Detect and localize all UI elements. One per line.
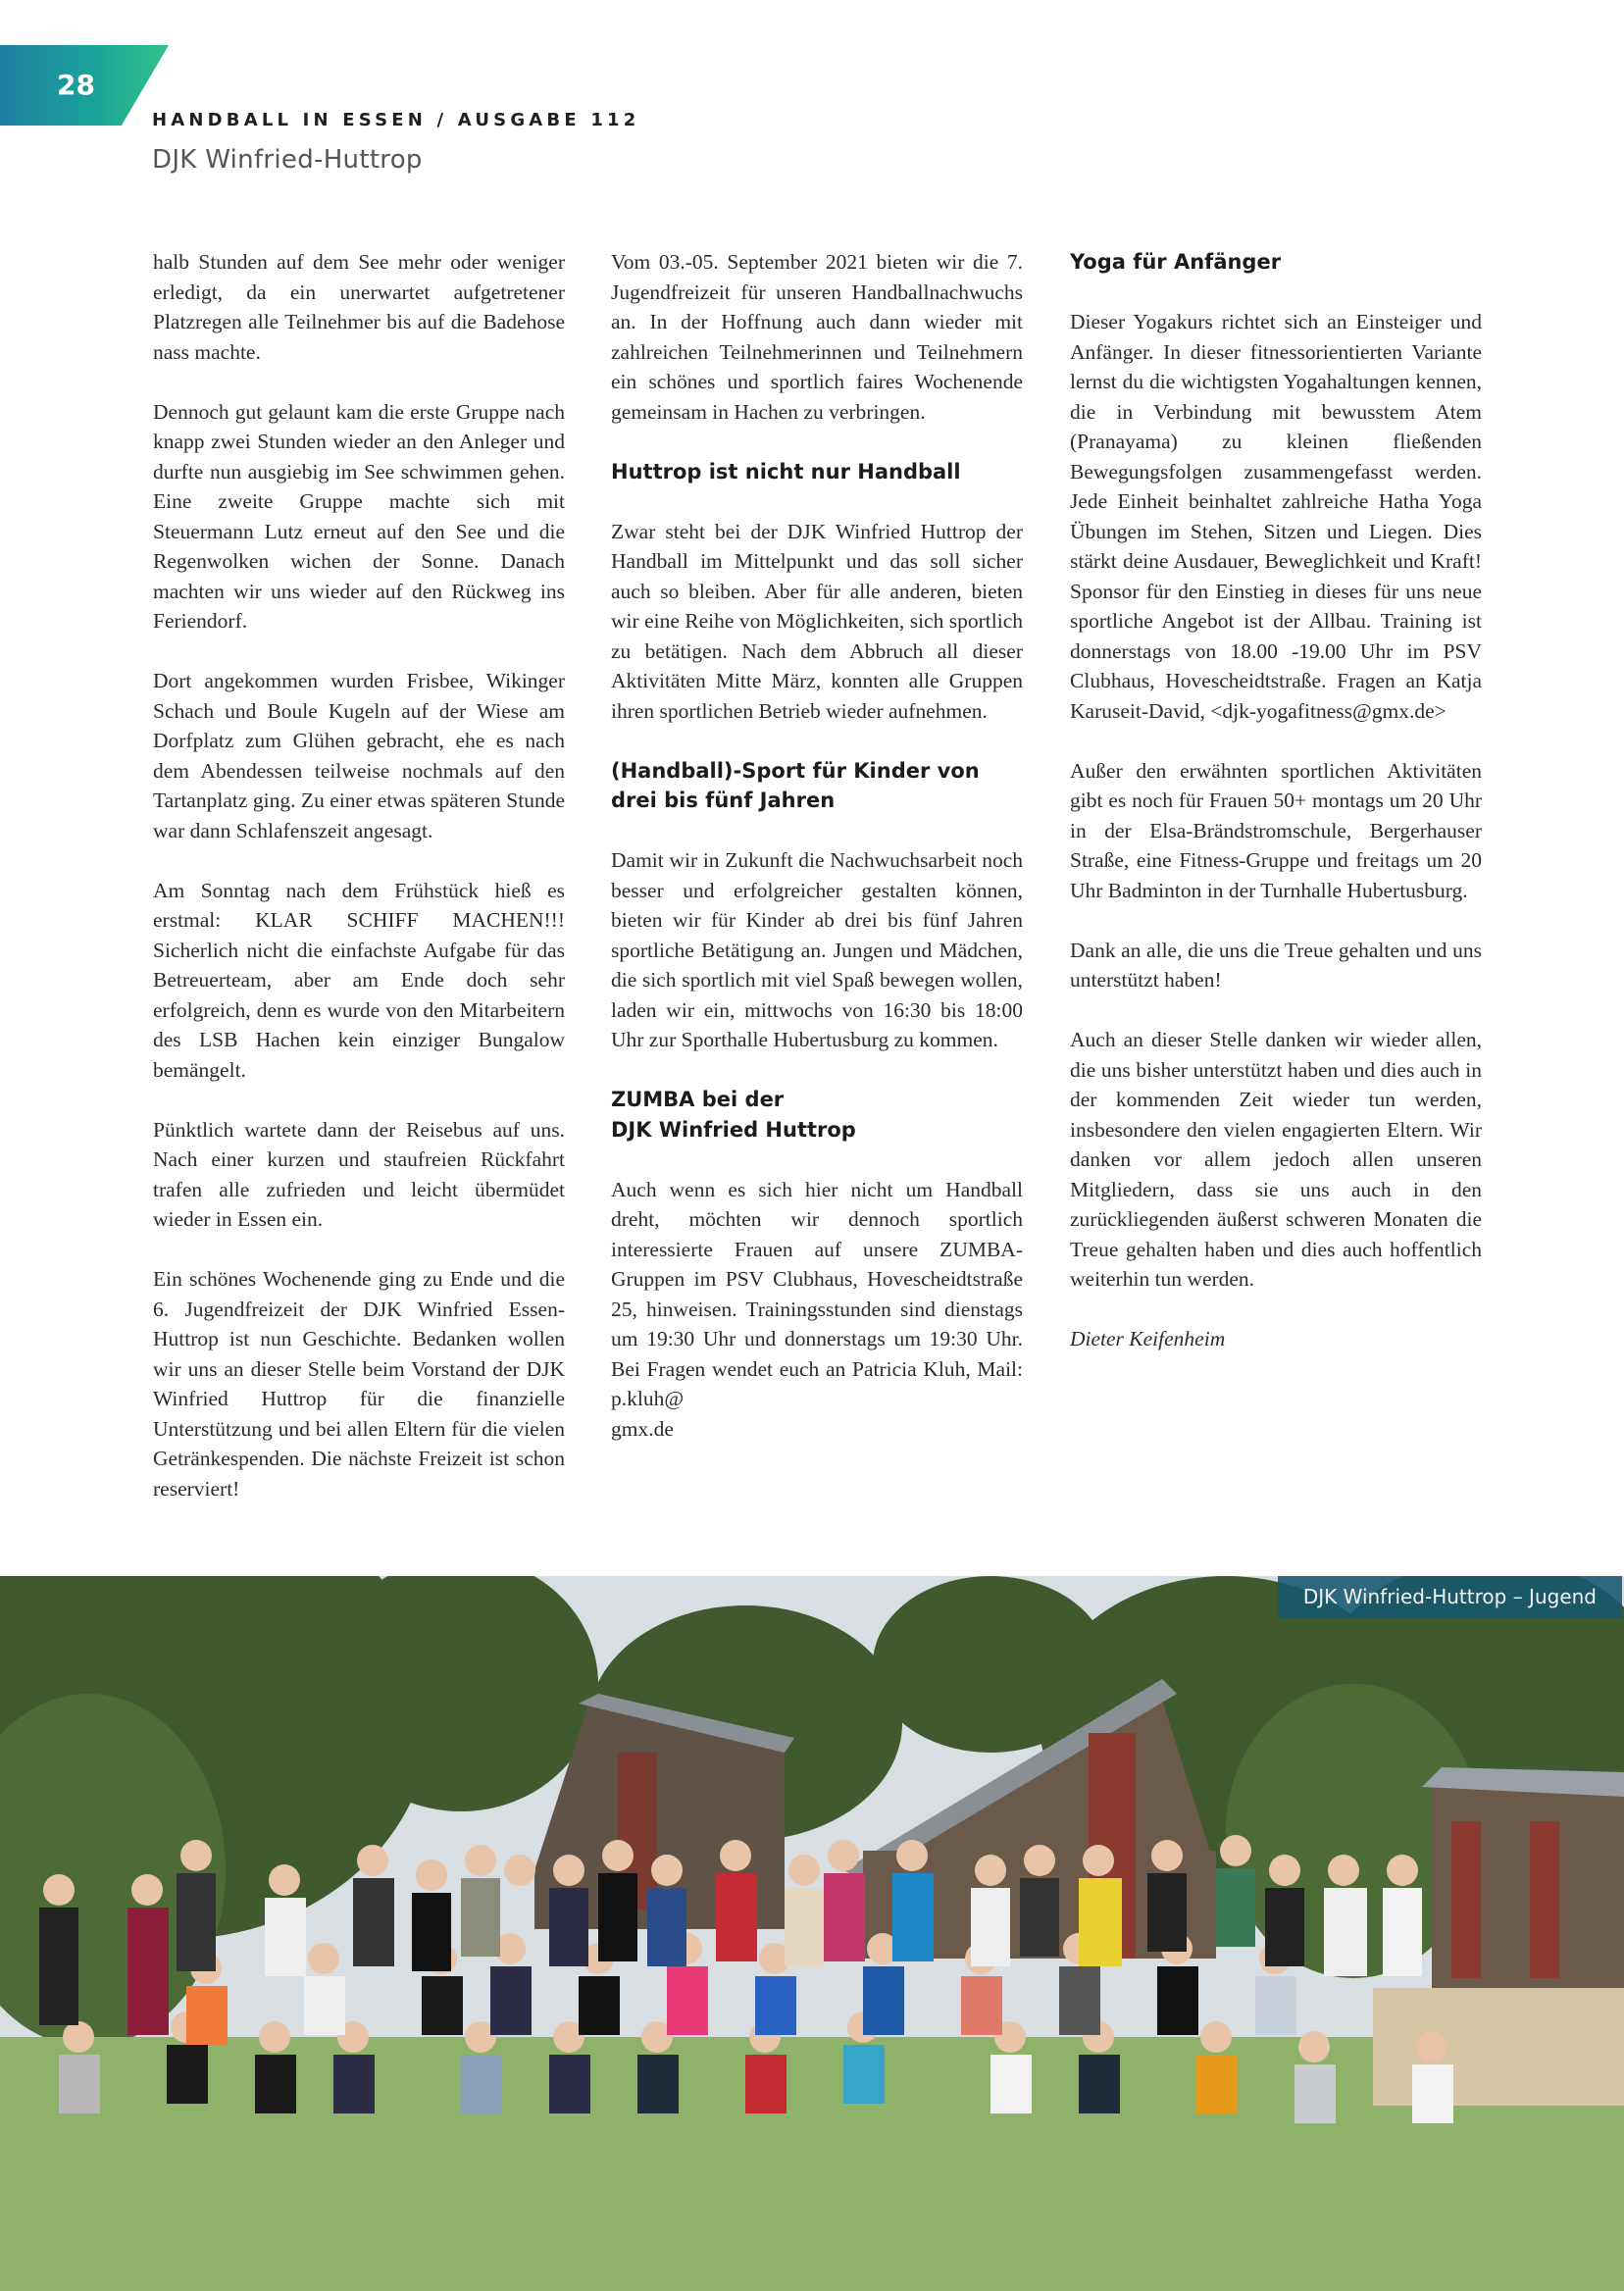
paragraph-text: Auch wenn es sich hier nicht um Handball dreht, möchten wir dennoch sportlich interessierte Frauen auf unsere ZUMBA-Gruppen im PSV Clubhaus, Hovescheidtstraße 25, hinweisen. Trainingsstunden sind dienstags um 19:30 Uhr und donnerstags um 19:30 Uhr. Bei Fragen wendet euch an Patricia Kluh, Mail: p.kluh@: [611, 1177, 1023, 1410]
paragraph: Dort angekommen wurden Frisbee, Wikinger Schach und Boule Kugeln auf der Wiese am Dorfplatz zum Glühen gebracht, ehe es nach dem Abendessen teilweise nochmals auf den Tartanplatz ging. Zu einer etwas späteren Stunde war dann Schlafenszeit angesagt.: [153, 669, 565, 842]
paragraph: Vom 03.-05. September 2021 bieten wir die 7. Jugendfreizeit für unseren Handballnachwuchs an. In der Hoffnung auch dann wieder mit zahlreichen Teilnehmerinnen und Teilnehmern ein schönes und sportlich faires Wochenende gemeinsam in Hachen zu verbringen.: [611, 250, 1023, 424]
paragraph: Ein schönes Wochenende ging zu Ende und die 6. Jugendfreizeit der DJK Winfried Essen-Huttrop ist nun Geschichte. Bedanken wollen wir uns an dieser Stelle beim Vorstand der DJK Winfried Huttrop für die finanzielle Unterstützung und bei allen Eltern für die vielen Getränkespenden. Die nächste Freizeit ist schon reserviert!: [153, 1267, 565, 1501]
paragraph: Dank an alle, die uns die Treue gehalten und uns unterstützt haben!: [1070, 938, 1482, 992]
magazine-kicker: HANDBALL IN ESSEN / AUSGABE 112: [152, 110, 640, 130]
paragraph: Außer den erwähnten sportlichen Aktivitäten gibt es noch für Frauen 50+ montags um 20 Uhr in der Elsa-Brändstromschule, Bergerhauser Straße, eine Fitness-Gruppe und freitags um 20 Uhr Badminton in der Turnhalle Hubertusburg.: [1070, 758, 1482, 902]
email-tail: gmx.de: [611, 1416, 674, 1441]
paragraph: halb Stunden auf dem See mehr oder weniger erledigt, da ein unerwartet aufgetretener Platzregen alle Teilnehmer bis auf die Badehose nass machte.: [153, 250, 565, 364]
page-number: 28: [57, 69, 95, 101]
heading-line: ZUMBA bei der: [611, 1088, 785, 1111]
article-column-2: [611, 247, 1023, 1444]
section-heading: (Handball)-Sport für Kinder von drei bis fünf Jahren: [611, 758, 980, 812]
paragraph: Damit wir in Zukunft die Nachwuchsarbeit noch besser und erfolgreicher gestalten können, bieten wir für Kinder ab drei bis fünf Jahren sportliche Betätigung an. Jungen und Mädchen, die sich sportlich mit viel Spaß bewegen wollen, laden wir ein, mittwochs von 16:30 bis 18:00 Uhr zur Sporthalle Hubertusburg zu kommen.: [611, 848, 1023, 1051]
section-heading: [611, 1085, 1023, 1145]
paragraph: [611, 1175, 1023, 1445]
section-heading: Huttrop ist nicht nur Handball: [611, 459, 961, 484]
paragraph: Dennoch gut gelaunt kam die erste Gruppe nach knapp zwei Stunden wieder an den Anleger und durfte nun ausgiebig im See schwimmen gehen. Eine zweite Gruppe machte sich mit Steuermann Lutz erneut auf den See und die Regenwolken wichen der Sonne. Danach machten wir uns wieder auf den Rückweg ins Feriendorf.: [153, 399, 565, 633]
paragraph: Am Sonntag nach dem Frühstück hieß es erstmal: KLAR SCHIFF MACHEN!!! Sicherlich nicht die einfachste Aufgabe für das Betreuerteam, aber am Ende doch sehr erfolgreich, denn es wurde von den Mitarbeitern des LSB Hachen kein einziger Bungalow bemängelt.: [153, 878, 565, 1082]
author-signature: Dieter Keifenheim: [1070, 1327, 1226, 1350]
section-subtitle: DJK Winfried-Huttrop: [152, 145, 423, 175]
article-column-3: [1070, 247, 1482, 1384]
group-photo-illustration: [0, 1576, 1624, 2291]
article-column-1: [153, 247, 565, 1534]
paragraph: Auch an dieser Stelle danken wir wieder allen, die uns bisher unterstützt haben und dies auch in der kommenden Zeit wieder tun werden, insbesondere den vielen engagierten Eltern. Wir danken vor allem jedoch allen unseren Mitgliedern, dass sie uns auch in den zurückliegenden äußerst schweren Monaten die Treue gehalten haben und dies auch hoffentlich weiterhin tun werden.: [1070, 1028, 1482, 1291]
paragraph: Zwar steht bei der DJK Winfried Huttrop der Handball im Mittelpunkt und das soll sicher auch so bleiben. Aber für alle anderen, bieten wir eine Reihe von Möglichkeiten, sich sportlich zu betätigen. Nach dem Abbruch all dieser Aktivitäten Mitte März, konnten alle Gruppen ihren sportlichen Betrieb wieder aufnehmen.: [611, 519, 1023, 723]
paragraph: Pünktlich wartete dann der Reisebus auf uns. Nach einer kurzen und staufreien Rückfahrt trafen alle zufrieden und leicht übermüdet wieder in Essen ein.: [153, 1117, 565, 1231]
section-heading: Yoga für Anfänger: [1070, 250, 1282, 274]
heading-line: DJK Winfried Huttrop: [611, 1117, 856, 1142]
group-photo: [0, 1576, 1624, 2291]
photo-caption: DJK Winfried-Huttrop – Jugend: [1278, 1576, 1622, 1618]
paragraph: Dieser Yogakurs richtet sich an Einsteiger und Anfänger. In dieser fitnessorientierten Variante lernst du die wichtigsten Yogahaltungen kennen, die in Verbindung mit bewusstem Atem (Pranayama) zu kleinen fließenden Bewegungsfolgen zusammengefasst werden. Jede Einheit beinhaltet zahlreiche Hatha Yoga Übungen im Stehen, Sitzen und Liegen. Dies stärkt deine Ausdauer, Beweglichkeit und Kraft! Sponsor für den Einstieg in dieses für uns neue sportliche Angebot ist der Allbau. Training ist donnerstags von 18.00 -19.00 Uhr im PSV Clubhaus, Hovescheidtstraße. Fragen an Katja Karuseit-David, <djk-yogafitness@gmx.de>: [1070, 310, 1482, 723]
